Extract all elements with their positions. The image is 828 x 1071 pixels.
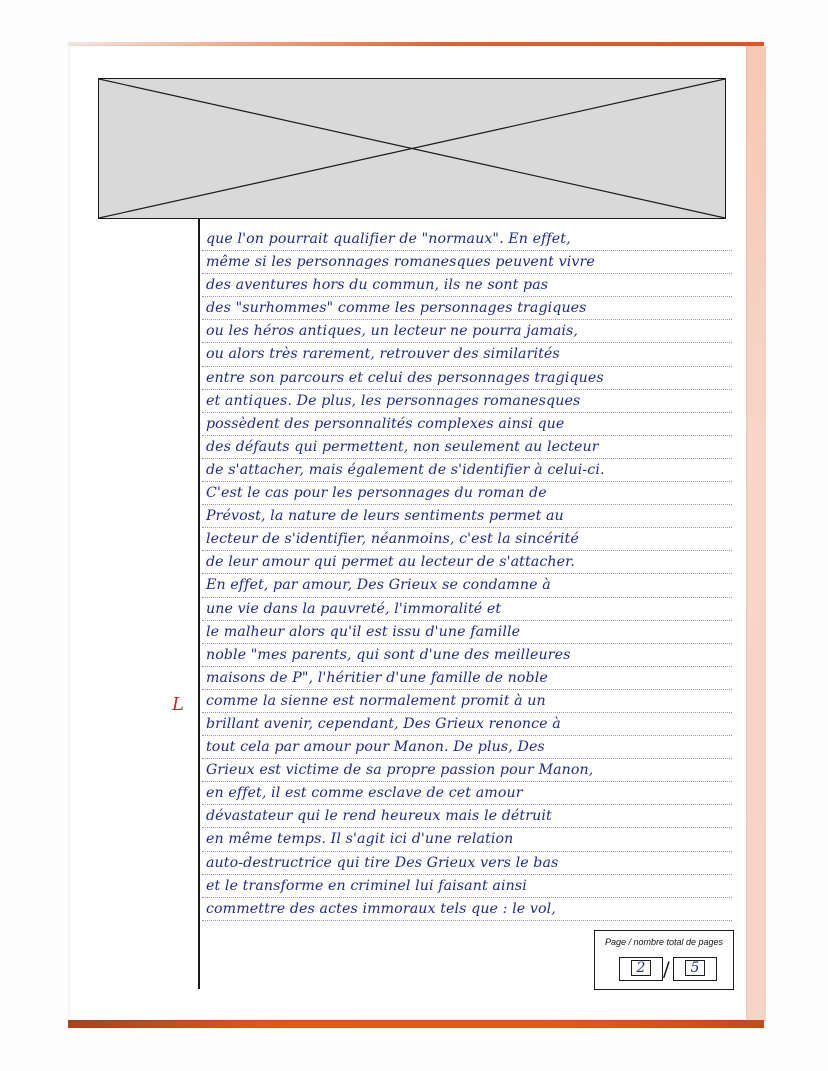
text-line: C'est le cas pour les personnages du roman de [202,482,732,505]
text-line: Prévost, la nature de leurs sentiments permet au [202,505,732,528]
text-line: en même temps. Il s'agit ici d'une relation [202,828,732,851]
current-page-number: 2 [631,960,651,976]
text-line: brillant avenir, cependant, Des Grieux renonce à [202,713,732,736]
crossed-out-header-box [98,78,726,219]
folder-edge-bottom [68,1020,764,1028]
text-line: même si les personnages romanesques peuvent vivre [202,251,732,274]
text-line: et le transforme en criminel lui faisant ainsi [202,875,732,898]
text-line: de leur amour qui permet au lecteur de s'attacher. [202,551,732,574]
text-line: en effet, il est comme esclave de cet amour [202,782,732,805]
margin-line [198,219,200,989]
text-line: le malheur alors qu'il est issu d'une famille [202,621,732,644]
total-pages-number: 5 [685,960,705,976]
text-line: ou les héros antiques, un lecteur ne pourra jamais, [202,320,732,343]
page-number-box [594,930,734,990]
text-line: dévastateur qui le rend heureux mais le détruit [202,805,732,828]
text-line: En effet, par amour, Des Grieux se condamne à [202,574,732,597]
text-line: et antiques. De plus, les personnages romanesques [202,390,732,413]
folder-edge-right [744,46,766,1021]
cross-lines-icon [99,79,725,218]
text-line: que l'on pourrait qualifier de "normaux". En effet, [202,228,732,251]
text-line: maisons de P", l'héritier d'une famille de noble [202,667,732,690]
correction-margin-mark: L [172,694,184,715]
text-line: lecteur de s'identifier, néanmoins, c'est la sincérité [202,528,732,551]
text-line: des défauts qui permettent, non seulement au lecteur [202,436,732,459]
text-line: comme la sienne est normalement promit à un [202,690,732,713]
text-line: de s'attacher, mais également de s'identifier à celui-ci. [202,459,732,482]
page-separator-slash: / [663,957,670,981]
text-line: possèdent des personnalités complexes ainsi que [202,413,732,436]
text-line: commettre des actes immoraux tels que : le vol, [202,898,732,921]
text-line: noble "mes parents, qui sont d'une des meilleures [202,644,732,667]
text-line: tout cela par amour pour Manon. De plus, Des [202,736,732,759]
handwritten-text-body [202,228,732,921]
text-line: une vie dans la pauvreté, l'immoralité et [202,598,732,621]
text-line: auto-destructrice qui tire Des Grieux vers le bas [202,852,732,875]
text-line: des "surhommes" comme les personnages tragiques [202,297,732,320]
text-line: ou alors très rarement, retrouver des similarités [202,343,732,366]
text-line: entre son parcours et celui des personnages tragiques [202,367,732,390]
text-line: des aventures hors du commun, ils ne sont pas [202,274,732,297]
text-line: Grieux est victime de sa propre passion pour Manon, [202,759,732,782]
page-number-fields [611,957,721,985]
page-number-label: Page / nombre total de pages [604,937,724,947]
